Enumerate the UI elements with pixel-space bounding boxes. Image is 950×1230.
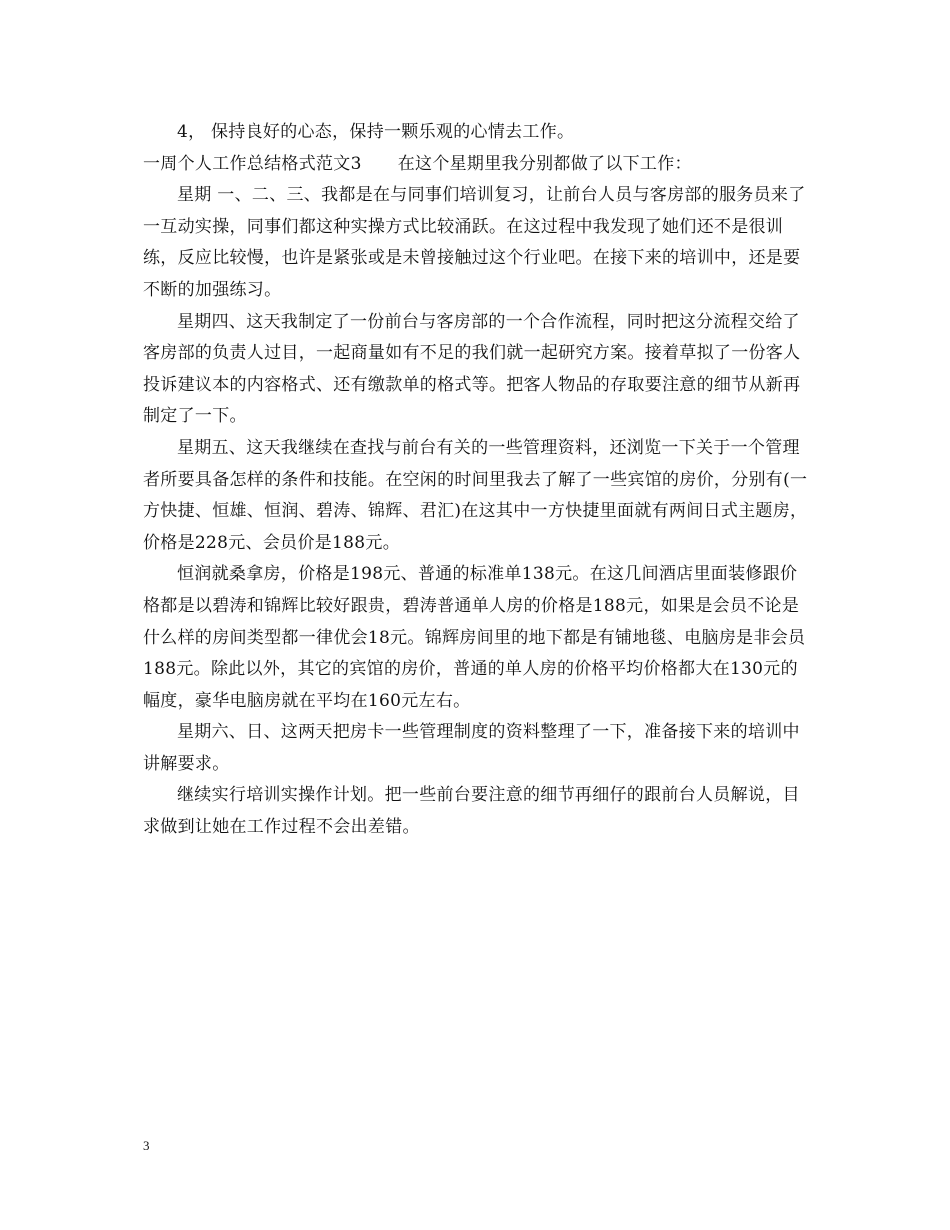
- paragraph-thursday: 星期四、这天我制定了一份前台与客房部的一个合作流程，同时把这分流程交给了客房部的负责人过目，一起商量如有不足的我们就一起研究方案。接着草拟了一份客人投诉建议本的内容格式、还有缴款单的格式等。把客人物品的存取要注意的细节从新再制定了一下。: [143, 311, 801, 427]
- list-number: 4，: [177, 122, 206, 142]
- paragraph-hotel-prices: 恒润就桑拿房，价格是198元、普通的标准单138元。在这几间酒店里面装修跟价格都是以碧涛和锦辉比较好跟贵，碧涛普通单人房的价格是188元，如果是会员不论是什么样的房间类型都一律优会18元。锦辉房间里的地下都是有铺地毯、电脑房是非会员188元。除此以外，其它的宾馆的房价，普通的单人房的价格平均价格都大在130元的幅度，豪华电脑房就在平均在160元左右。: [143, 564, 806, 711]
- paragraph-friday: 星期五、这天我继续在查找与前台有关的一些管理资料，还浏览一下关于一个管理者所要具备怎样的条件和技能。在空闲的时间里我去了解了一些宾馆的房价，分别有(一方快捷、恒雄、恒润、碧涛、锦辉、君汇)在这其中一方快捷里面就有两间日式主题房，价格是228元、会员价是188元。: [143, 437, 808, 553]
- page-number: 3: [143, 1138, 150, 1153]
- paragraph-plan: 继续实行培训实操作计划。把一些前台要注意的细节再细仔的跟前台人员解说，目求做到让她在工作过程不会出差错。: [143, 785, 800, 838]
- section-heading-line: [143, 149, 808, 181]
- list-text: 保持良好的心态，保持一颗乐观的心情去工作。: [211, 122, 575, 142]
- section-intro: 在这个星期里我分别都做了以下工作：: [397, 153, 692, 174]
- document-body: [143, 117, 808, 844]
- paragraph-weekend: 星期六、日、这两天把房卡一些管理制度的资料整理了一下，准备接下来的培训中讲解要求。: [143, 722, 800, 774]
- list-item-4: [143, 117, 808, 149]
- paragraph-mon-wed: 星期 一、二、三、我都是在与同事们培训复习，让前台人员与客房部的服务员来了一互动实操，同事们都这种实操方式比较涌跃。在这过程中我发现了她们还不是很训练，反应比较慢，也许是紧张或是未曾接触过这个行业吧。在接下来的培训中，还是要不断的加强练习。: [143, 185, 806, 300]
- section-title: 一周个人工作总结格式范文3: [143, 153, 362, 174]
